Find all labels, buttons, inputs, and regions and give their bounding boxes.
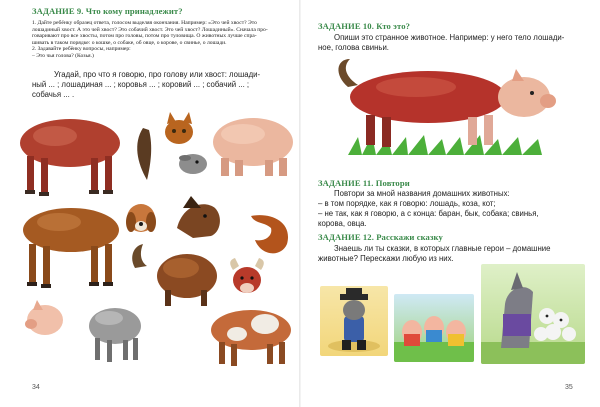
task12-text	[318, 244, 590, 264]
wolf-and-kids-icon	[481, 264, 585, 364]
three-pigs-scene	[394, 294, 474, 362]
task11-title: ЗАДАНИЕ 11. Повтори	[318, 178, 410, 188]
leg-icon	[382, 117, 391, 147]
prompt-line: Угадай, про что я говорю, про голову или хвост: лошади-	[54, 70, 261, 79]
brown-horse-body-icon	[23, 208, 119, 288]
three-pigs-icon	[394, 294, 474, 362]
cow-head-icon	[230, 258, 264, 293]
cat-head-icon	[165, 112, 193, 144]
task11-line: корова, овца.	[318, 219, 367, 228]
instruction-line: – Это чья голова? (Козья.)	[32, 52, 94, 59]
task9-instructions	[32, 20, 294, 59]
task10-line: Опиши это странное животное. Например: у него тело лошади-	[334, 33, 565, 42]
strange-animal-illustration	[328, 55, 578, 165]
grass-icon	[348, 135, 542, 155]
task11-line: Повтори за мной названия домашних животных:	[334, 189, 510, 198]
task12-line: Знаешь ли ты сказки, в которых главные герои – домашние	[334, 244, 551, 253]
page-number: 34	[32, 384, 40, 391]
horse-body-icon	[20, 119, 120, 196]
leg-icon	[484, 115, 493, 145]
horn-icon	[132, 244, 147, 268]
prompt-line: ный ... ; лошадиная ... ; коровья ... ; коровий ... ; собачий ... ;	[32, 80, 250, 89]
leg-icon	[468, 117, 477, 145]
striped-tail-icon	[338, 59, 358, 87]
instruction-line: шивать в таком порядке: о кошке, о собаке, об овце, о корове, о свинье, о лошади.	[32, 39, 227, 46]
horse-tail-icon	[137, 128, 151, 180]
task11-text	[318, 189, 590, 229]
task12-title: ЗАДАНИЕ 12. Расскажи сказку	[318, 232, 443, 242]
task11-line: – в том порядке, как я говорю: лошадь, коза, кот;	[318, 199, 496, 208]
dog-head-icon	[126, 204, 156, 232]
gray-dog-body-icon	[89, 308, 141, 362]
task11-line: – не так, как я говорю, а с конца: баран, бык, собака; свинья,	[318, 209, 539, 218]
left-page	[0, 0, 299, 407]
instruction-line: говаривают про все хвосты, потом про головы, потом про туловища. О животных лучше спра-	[32, 33, 257, 39]
wolf-and-goats-scene	[481, 264, 585, 364]
page-number: 35	[565, 384, 573, 391]
cat-in-boots-icon	[320, 286, 388, 356]
task12-line: животные? Перескажи любую из них.	[318, 254, 454, 263]
pig-body-icon	[213, 118, 293, 176]
horse-head-icon	[177, 196, 220, 238]
fox-tail-icon	[251, 215, 288, 253]
instruction-line: 1. Дайте ребёнку образец ответа, голосом выделяя окончания. Например: «Это чей хвост? Это	[32, 20, 257, 26]
task10-line: ное, голова свиньи.	[318, 43, 389, 52]
animal-parts-illustration	[15, 108, 297, 372]
puss-in-boots-scene	[320, 286, 388, 356]
leg-icon	[366, 115, 375, 145]
sheep-head-icon	[179, 154, 207, 174]
cow-body-icon	[211, 310, 291, 366]
task9-title: ЗАДАНИЕ 9. Что кому принадлежит?	[32, 6, 183, 16]
task9-prompt	[32, 70, 294, 100]
ram-body-icon	[157, 254, 217, 306]
task10-text	[318, 33, 588, 53]
task10-title: ЗАДАНИЕ 10. Кто это?	[318, 21, 410, 31]
pig-head-icon	[25, 300, 63, 335]
instruction-line: лошадиный хвост. А это чей хвост? Это собачий хвост. Это чей хвост? Лошадиный». Сначала про-	[32, 26, 268, 33]
prompt-line: собачья ... .	[32, 90, 75, 99]
instruction-line: 2. Задавайте ребёнку вопросы, например:	[32, 46, 131, 52]
right-page	[301, 0, 600, 407]
